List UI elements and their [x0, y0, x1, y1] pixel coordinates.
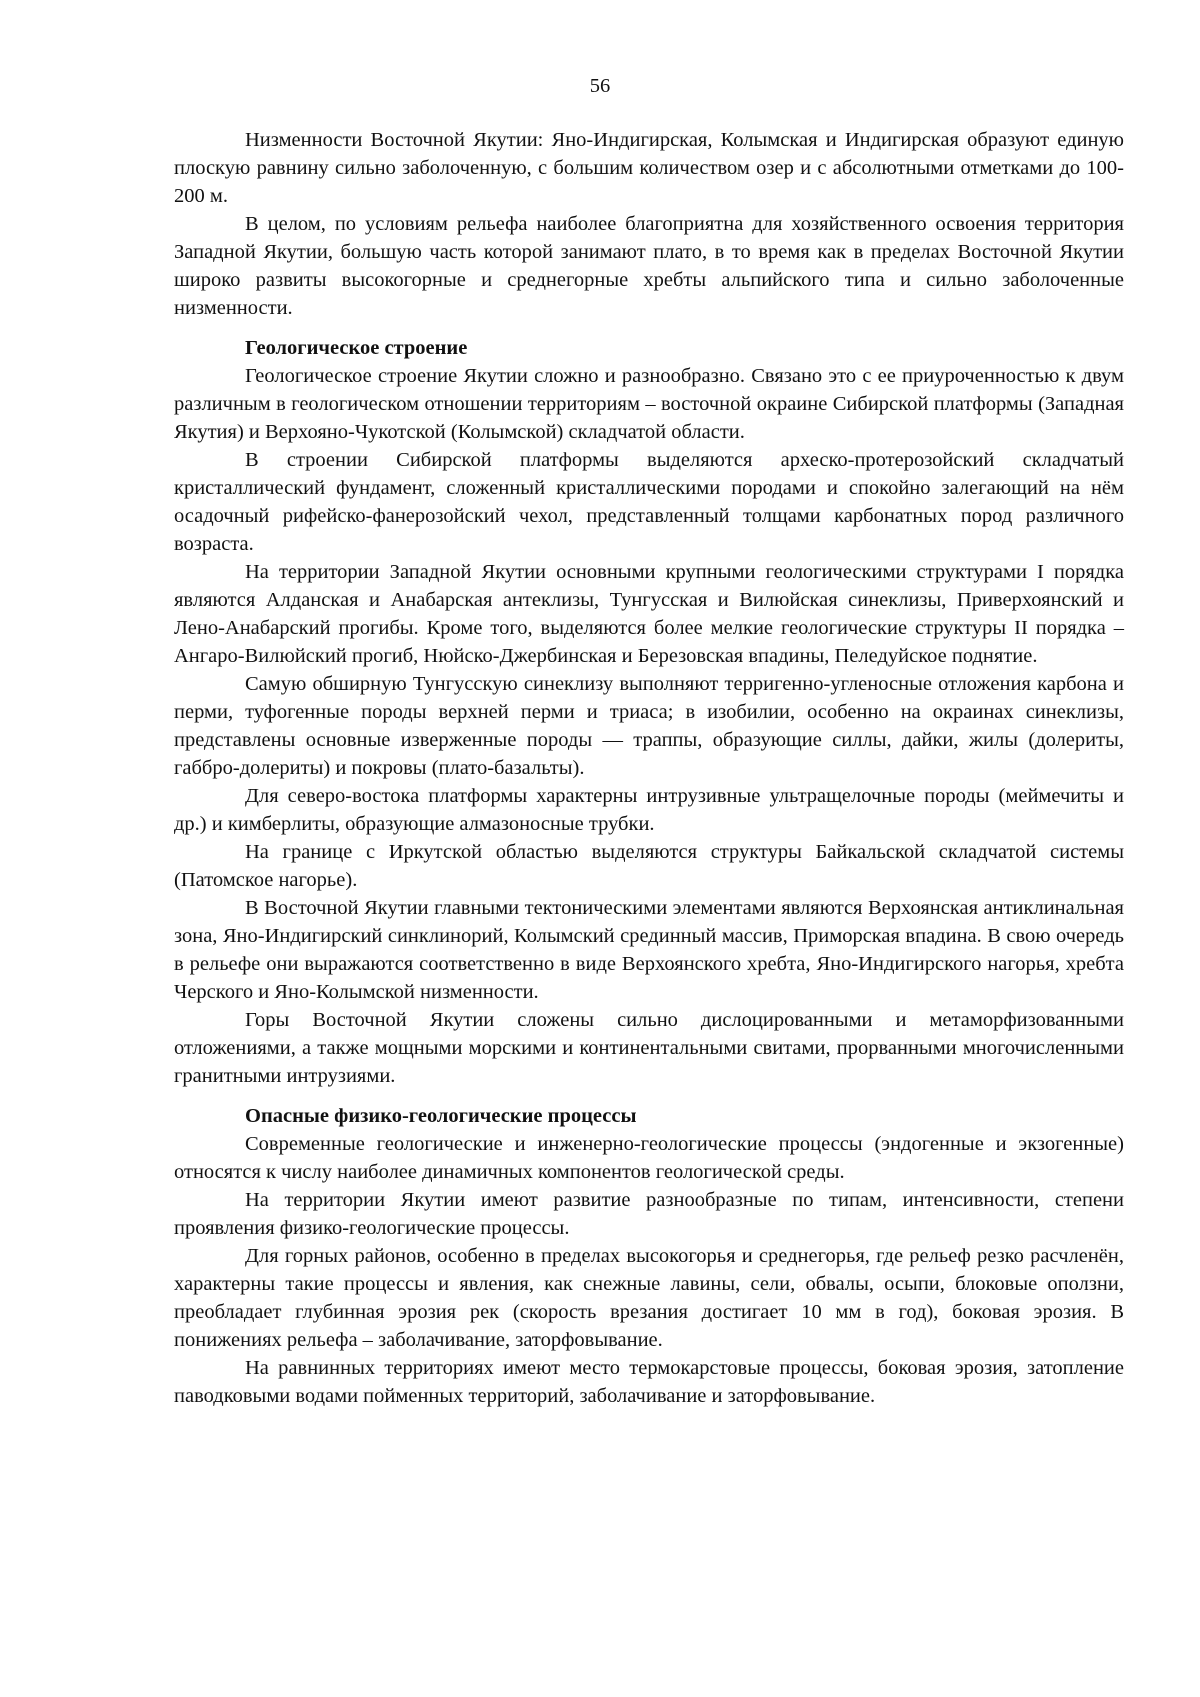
paragraph-hazards-2: На территории Якутии имеют развитие разнообразные по типам, интенсивности, степени проявления физико-геологические процессы. — [174, 1189, 1124, 1239]
document-body — [174, 126, 1124, 1410]
paragraph-lowlands: Низменности Восточной Якутии: Яно-Индигирская, Колымская и Индигирская образуют единую плоскую равнину сильно заболоченную, с большим количеством озер и с абсолютными отметками до 100-200 м. — [174, 129, 1124, 207]
paragraph-geology-4: Самую обширную Тунгусскую синеклизу выполняют терригенно-угленосные отложения карбона и перми, туфогенные породы верхней перми и триаса; в изобилии, особенно на окраинах синеклизы, представлены основные изверженные породы — траппы, образующие силлы, дайки, жилы (долериты, габбро-долериты) и покровы (плато-базальты). — [174, 673, 1124, 779]
section-heading-hazards: Опасные физико-геологические процессы — [245, 1105, 637, 1127]
page-number: 56 — [589, 75, 611, 97]
section-spacer — [174, 1090, 1124, 1102]
paragraph-geology-7: В Восточной Якутии главными тектоническими элементами являются Верхоянская антиклинальная зона, Яно-Индигирский синклинорий, Колымский срединный массив, Приморская впадина. В свою очередь в рельефе они выражаются соответственно в виде Верхоянского хребта, Яно-Индигирского нагорья, хребта Черского и Яно-Колымской низменности. — [174, 897, 1124, 1003]
paragraph-geology-1: Геологическое строение Якутии сложно и разнообразно. Связано это с ее приуроченностью к двум различным в геологическом отношении территориям – восточной окраине Сибирской платформы (Западная Якутия) и Верхояно-Чукотской (Колымской) складчатой области. — [174, 365, 1124, 443]
paragraph-geology-8: Горы Восточной Якутии сложены сильно дислоцированными и метаморфизованными отложениями, а также мощными морскими и континентальными свитами, прорванными многочисленными гранитными интрузиями. — [174, 1009, 1124, 1087]
paragraph-relief-summary: В целом, по условиям рельефа наиболее благоприятна для хозяйственного освоения территория Западной Якутии, большую часть которой занимают плато, в то время как в пределах Восточной Якутии широко развиты высокогорные и среднегорные хребты альпийского типа и сильно заболоченные низменности. — [174, 213, 1124, 319]
paragraph-hazards-1: Современные геологические и инженерно-геологические процессы (эндогенные и экзогенные) относятся к числу наиболее динамичных компонентов геологической среды. — [174, 1133, 1124, 1183]
paragraph-hazards-4: На равнинных территориях имеют место термокарстовые процессы, боковая эрозия, затопление паводковыми водами пойменных территорий, заболачивание и заторфовывание. — [174, 1357, 1124, 1407]
paragraph-geology-5: Для северо-востока платформы характерны интрузивные ультращелочные породы (меймечиты и др.) и кимберлиты, образующие алмазоносные трубки. — [174, 785, 1124, 835]
section-spacer — [174, 322, 1124, 334]
section-heading-geology: Геологическое строение — [245, 337, 468, 359]
paragraph-geology-6: На границе с Иркутской областью выделяются структуры Байкальской складчатой системы (Патомское нагорье). — [174, 841, 1124, 891]
paragraph-geology-3: На территории Западной Якутии основными крупными геологическими структурами I порядка являются Алданская и Анабарская антеклизы, Тунгусская и Вилюйская синеклизы, Приверхоянский и Лено-Анабарский прогибы. Кроме того, выделяются более мелкие геологические структуры II порядка – Ангаро-Вилюйский прогиб, Нюйско-Джербинская и Березовская впадины, Пеледуйское поднятие. — [174, 561, 1124, 667]
paragraph-hazards-3: Для горных районов, особенно в пределах высокогорья и среднегорья, где рельеф резко расчленён, характерны такие процессы и явления, как снежные лавины, сели, обвалы, осыпи, блоковые оползни, преобладает глубинная эрозия рек (скорость врезания достигает 10 мм в год), боковая эрозия. В понижениях рельефа – заболачивание, заторфовывание. — [174, 1245, 1124, 1351]
paragraph-geology-2: В строении Сибирской платформы выделяются археско-протерозойский складчатый кристаллический фундамент, сложенный кристаллическими породами и спокойно залегающий на нём осадочный рифейско-фанерозойский чехол, представленный толщами карбонатных пород различного возраста. — [174, 449, 1124, 555]
